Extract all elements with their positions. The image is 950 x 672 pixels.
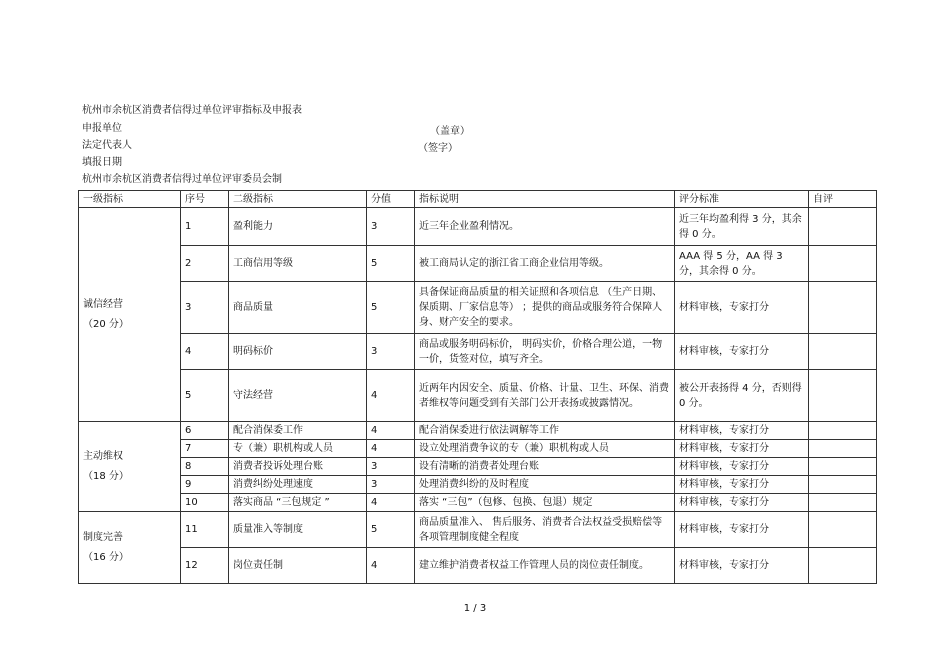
row-number: 10	[181, 494, 229, 512]
col-header: 序号	[181, 191, 229, 208]
row-description: 近三年企业盈利情况。	[415, 208, 675, 246]
table-header-row	[79, 191, 877, 208]
row-points: 3	[367, 334, 415, 370]
row-item: 明码标价	[229, 334, 367, 370]
row-standard: 材料审核，专家打分	[675, 458, 809, 476]
row-points: 4	[367, 422, 415, 440]
self-assessment-cell[interactable]	[809, 208, 877, 246]
row-item: 消费者投诉处理台账	[229, 458, 367, 476]
category-cell	[79, 512, 181, 584]
row-description: 落实 “三包”（包修、包换、包退）规定	[415, 494, 675, 512]
row-points: 3	[367, 458, 415, 476]
row-item: 专（兼）职机构或人员	[229, 440, 367, 458]
self-assessment-cell[interactable]	[809, 548, 877, 584]
table-row	[79, 548, 877, 584]
table-row	[79, 334, 877, 370]
row-points: 5	[367, 282, 415, 334]
row-number: 2	[181, 246, 229, 282]
self-assessment-cell[interactable]	[809, 282, 877, 334]
row-standard: 近三年均盈利得 3 分，其余得 0 分。	[675, 208, 809, 246]
row-number: 12	[181, 548, 229, 584]
col-header: 二级指标	[229, 191, 367, 208]
row-item: 落实商品 “三包规定 ”	[229, 494, 367, 512]
category-cell	[79, 422, 181, 512]
row-number: 3	[181, 282, 229, 334]
applicant-label: 申报单位	[82, 123, 122, 134]
table-row	[79, 440, 877, 458]
row-points: 5	[367, 512, 415, 548]
col-header: 分值	[367, 191, 415, 208]
row-description: 处理消费纠纷的及时程度	[415, 476, 675, 494]
self-assessment-cell[interactable]	[809, 440, 877, 458]
row-description: 被工商局认定的浙江省工商企业信用等级。	[415, 246, 675, 282]
row-standard: 材料审核，专家打分	[675, 548, 809, 584]
table-row	[79, 246, 877, 282]
row-points: 4	[367, 548, 415, 584]
seal-label: （盖章）	[430, 126, 470, 137]
table-row	[79, 282, 877, 334]
self-assessment-cell[interactable]	[809, 458, 877, 476]
row-standard: 材料审核，专家打分	[675, 282, 809, 334]
row-number: 7	[181, 440, 229, 458]
row-points: 4	[367, 440, 415, 458]
row-number: 6	[181, 422, 229, 440]
row-points: 5	[367, 246, 415, 282]
category-name: 制度完善	[83, 531, 123, 543]
row-item: 配合消保委工作	[229, 422, 367, 440]
self-assessment-cell[interactable]	[809, 476, 877, 494]
sign-label: （签字）	[418, 143, 458, 154]
fill-date-label: 填报日期	[82, 157, 122, 168]
table-row	[79, 458, 877, 476]
category-score: （18 分）	[83, 470, 129, 482]
table-row	[79, 494, 877, 512]
row-points: 4	[367, 494, 415, 512]
row-description: 近两年内因安全、质量、价格、计量、卫生、环保、消费者维权等问题受到有关部门公开表扬或披露情况。	[415, 370, 675, 422]
self-assessment-cell[interactable]	[809, 370, 877, 422]
row-item: 工商信用等级	[229, 246, 367, 282]
row-points: 3	[367, 476, 415, 494]
row-description: 商品质量准入、 售后服务、消费者合法权益受损赔偿等各项管理制度健全程度	[415, 512, 675, 548]
table-row	[79, 476, 877, 494]
row-description: 商品或服务明码标价， 明码实价，价格合理公道，一物一价，货签对位，填写齐全。	[415, 334, 675, 370]
row-description: 设有清晰的消费者处理台账	[415, 458, 675, 476]
row-item: 消费纠纷处理速度	[229, 476, 367, 494]
table-row	[79, 512, 877, 548]
category-score: （20 分）	[83, 318, 129, 330]
row-number: 4	[181, 334, 229, 370]
row-number: 1	[181, 208, 229, 246]
table-row	[79, 208, 877, 246]
category-cell	[79, 208, 181, 422]
col-header: 指标说明	[415, 191, 675, 208]
row-standard: 被公开表扬得 4 分，否则得 0 分。	[675, 370, 809, 422]
row-item: 商品质量	[229, 282, 367, 334]
table-row	[79, 370, 877, 422]
row-description: 配合消保委进行依法调解等工作	[415, 422, 675, 440]
row-number: 11	[181, 512, 229, 548]
row-standard: 材料审核，专家打分	[675, 476, 809, 494]
table-row	[79, 422, 877, 440]
row-standard: 材料审核，专家打分	[675, 494, 809, 512]
row-item: 质量准入等制度	[229, 512, 367, 548]
form-title: 杭州市余杭区消费者信得过单位评审指标及申报表	[82, 105, 302, 116]
self-assessment-cell[interactable]	[809, 494, 877, 512]
category-name: 诚信经营	[83, 298, 123, 310]
maker-line: 杭州市余杭区消费者信得过单位评审委员会制	[82, 174, 282, 185]
col-header: 评分标准	[675, 191, 809, 208]
row-standard: 材料审核，专家打分	[675, 512, 809, 548]
row-points: 4	[367, 370, 415, 422]
row-item: 岗位责任制	[229, 548, 367, 584]
self-assessment-cell[interactable]	[809, 246, 877, 282]
row-description: 具备保证商品质量的相关证照和各项信息 （生产日期、保质期、厂家信息等） ；提供的商品或服务符合保障人身、财产安全的要求。	[415, 282, 675, 334]
self-assessment-cell[interactable]	[809, 334, 877, 370]
page-number: 1 / 3	[463, 603, 487, 614]
row-description: 建立维护消费者权益工作管理人员的岗位责任制度。	[415, 548, 675, 584]
row-standard: AAA 得 5 分，AA 得 3 分，其余得 0 分。	[675, 246, 809, 282]
row-standard: 材料审核，专家打分	[675, 334, 809, 370]
row-description: 设立处理消费争议的专（兼）职机构或人员	[415, 440, 675, 458]
category-score: （16 分）	[83, 551, 129, 563]
row-number: 8	[181, 458, 229, 476]
row-number: 9	[181, 476, 229, 494]
row-standard: 材料审核，专家打分	[675, 422, 809, 440]
category-name: 主动维权	[83, 450, 123, 462]
col-header: 一级指标	[79, 191, 181, 208]
criteria-table	[78, 190, 877, 584]
row-item: 盈利能力	[229, 208, 367, 246]
self-assessment-cell[interactable]	[809, 512, 877, 548]
row-points: 3	[367, 208, 415, 246]
self-assessment-cell[interactable]	[809, 422, 877, 440]
row-item: 守法经营	[229, 370, 367, 422]
col-header: 自评	[809, 191, 877, 208]
representative-label: 法定代表人	[82, 140, 132, 151]
row-standard: 材料审核，专家打分	[675, 440, 809, 458]
row-number: 5	[181, 370, 229, 422]
